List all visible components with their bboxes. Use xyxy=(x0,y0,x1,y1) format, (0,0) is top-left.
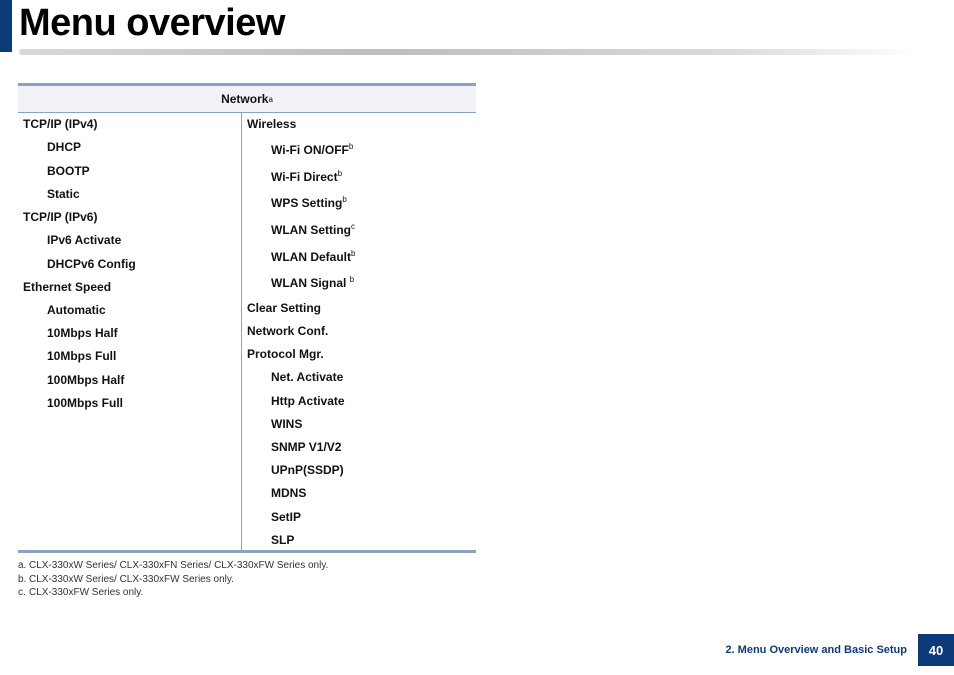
footer-section-label: 2. Menu Overview and Basic Setup xyxy=(725,644,907,656)
page-title: Menu overview xyxy=(19,2,285,44)
menu-item-wifi-on-off: Wi-Fi ON/OFF$^b$ xyxy=(271,142,354,157)
menu-item-wlan-setting: WLAN Setting$^c$ xyxy=(271,222,355,237)
table-header-note: a xyxy=(268,94,273,104)
network-menu-table xyxy=(18,83,476,553)
table-body xyxy=(18,113,476,550)
menu-item-wifi-direct: Wi-Fi Direct$^b$ xyxy=(271,169,343,184)
menu-item-network-conf: Network Conf. xyxy=(247,324,329,338)
menu-item-protocol-mgr: Protocol Mgr. xyxy=(247,347,324,361)
menu-item-dhcpv6-config: DHCPv6 Config xyxy=(47,257,136,271)
menu-item-automatic: Automatic xyxy=(47,303,106,317)
footnote-a: a. CLX-330xW Series/ CLX-330xFN Series/ CLX-330xFW Series only. xyxy=(18,560,329,571)
menu-item-upnp-ssdp: UPnP(SSDP) xyxy=(271,463,344,477)
menu-item-100mbps-half: 100Mbps Half xyxy=(47,373,125,387)
title-rule xyxy=(19,49,919,55)
menu-item-bootp: BOOTP xyxy=(47,164,90,178)
menu-item-10mbps-full: 10Mbps Full xyxy=(47,349,117,363)
page-number-badge: 40 xyxy=(918,634,954,666)
menu-item-dhcp: DHCP xyxy=(47,140,82,154)
menu-item-wins: WINS xyxy=(271,417,303,431)
menu-item-clear-setting: Clear Setting xyxy=(247,301,322,315)
menu-item-wlan-signal: WLAN Signal $^b$ xyxy=(271,275,355,290)
menu-item-net-activate: Net. Activate xyxy=(271,370,344,384)
menu-item-100mbps-full: 100Mbps Full xyxy=(47,396,124,410)
menu-item-tcpip-ipv4: TCP/IP (IPv4) xyxy=(23,117,98,131)
menu-item-ipv6-activate: IPv6 Activate xyxy=(47,233,122,247)
menu-item-tcpip-ipv6: TCP/IP (IPv6) xyxy=(23,210,98,224)
menu-item-mdns: MDNS xyxy=(271,486,307,500)
footnotes xyxy=(18,559,328,600)
menu-item-ethernet-speed: Ethernet Speed xyxy=(23,280,112,294)
menu-item-http-activate: Http Activate xyxy=(271,394,345,408)
footnote-b: b. CLX-330xW Series/ CLX-330xFW Series only. xyxy=(18,573,234,585)
menu-item-10mbps-half: 10Mbps Half xyxy=(47,326,118,340)
table-header-label: Network xyxy=(221,92,269,106)
footnote-c: c. CLX-330xFW Series only. xyxy=(18,587,144,598)
table-header xyxy=(18,86,476,113)
left-accent-bar xyxy=(0,0,12,52)
menu-item-wireless: Wireless xyxy=(247,117,297,131)
menu-item-slp: SLP xyxy=(271,533,295,547)
menu-item-static: Static xyxy=(47,187,80,201)
menu-item-setip: SetIP xyxy=(271,510,302,524)
menu-item-wlan-default: WLAN Default$^b$ xyxy=(271,249,356,264)
menu-item-snmp: SNMP V1/V2 xyxy=(271,440,342,454)
menu-item-wps-setting: WPS Setting$^b$ xyxy=(271,195,347,210)
column-divider xyxy=(241,113,242,550)
